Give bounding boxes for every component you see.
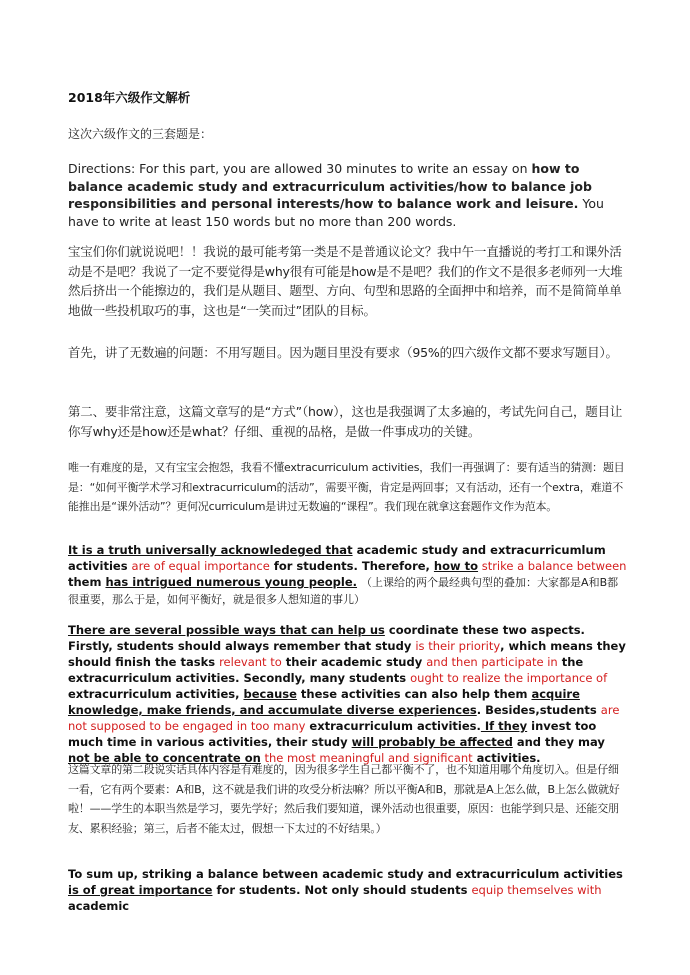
essay3-text-1: To sum up, striking a balance between academic study and extracurriculum activities (68, 867, 623, 881)
essay1-text-3: them (68, 575, 106, 589)
essay1-phrase-2: how to (433, 559, 479, 573)
essay2-phrase-2: because (243, 687, 297, 701)
essay2-phrase-3: acquire knowledge, make friends, and accumulate diverse experiences (68, 687, 580, 717)
essay2-highlight-3: and then participate in (426, 655, 558, 669)
essay2-text-1: coordinate these two aspects. Firstly, students should always remember that study (68, 623, 585, 653)
essay2-text-9: invest too much time in various activities, their study (68, 719, 597, 749)
intro-text: 这次六级作文的三套题是： (68, 127, 213, 141)
essay2-text-3: their academic study (281, 655, 427, 669)
essay2-highlight-2: relevant to (219, 655, 282, 669)
essay2-phrase-6: not be able to concentrate on (68, 751, 261, 765)
essay2-phrase-4: If they (480, 719, 528, 733)
commentary-paragraph-1: 宝宝们你们就说说吧！！我说的最可能考第一类是不是普通议论文？我中午一直播说的考打工和课外活动是不是吧？我说了一定不要觉得是why很有可能是how是不是吧？我们的作文不是很多老师列一大堆然后挤出一个能擦边的，我们是从题目、题型、方向、句型和思路的全面押中和培养，而不是简简单单地做一些投机取巧的事，这也是“一笑而过”团队的目标。 (68, 244, 623, 318)
essay1-text-1: academic study and extracurricumlum activities (68, 543, 606, 573)
essay2-text-2: , which means they should finish the tasks (68, 639, 626, 669)
essay-paragraph-1 (68, 542, 628, 608)
essay1-note: （上课给的两个最经典句型的叠加：大家都是A和B都很重要，那么于是，如何平衡好，就是很多人想知道的事儿） (68, 576, 619, 606)
essay1-highlight-2: strike a balance between (478, 559, 627, 573)
commentary-paragraph-4: 唯一有难度的是，又有宝宝会抱怨，我看不懂extracurriculum activities，我们一再强调了：要有适当的猜测：题目是：“如何平衡学术学习和extracurriculum的活动”，需要平衡，肯定是两回事；又有活动，还有一个extra，难道不能推出是“课外活动”？更何况curriculum是讲过无数遍的“课程”。我们现在就拿这套题作文作为范本。 (68, 461, 625, 513)
essay2-phrase-5: will probably be affected (351, 735, 513, 749)
directions-paragraph (68, 160, 628, 230)
essay3-text-3: academic (68, 899, 130, 913)
essay2-text-7: . Besides,students (476, 703, 601, 717)
essay2-phrase-1: There are several possible ways that can help us (68, 623, 385, 637)
essay2-text-5: extracurriculum activities, (68, 687, 244, 701)
essay3-phrase-1: is of great importance (68, 883, 213, 897)
essay2-highlight-5: are not supposed to be engaged in too many (68, 703, 620, 733)
essay2-text-11: activities. (472, 751, 541, 765)
essay2-highlight-4: ought to realize the importance of (410, 671, 608, 685)
essay1-phrase-1: It is a truth universally acknowledeged that (68, 543, 353, 557)
essay2-text-6: these activities can also help them (296, 687, 532, 701)
directions-topics: how to balance academic study and extracurriculum activities/how to balance job responsibilities and personal interests/how to balance work and leisure. (68, 161, 592, 211)
commentary-paragraph-3: 第二、要非常注意，这篇文章写的是“方式”（how），这也是我强调了太多遍的，考试先问自己，题目让你写why还是how还是what？仔细、重视的品格，是做一件事成功的关键。 (68, 404, 623, 439)
directions-lead: Directions: For this part, you are allowed 30 minutes to write an essay on (68, 161, 532, 176)
essay2-text-8: extracurriculum activities. (305, 719, 481, 733)
commentary-paragraph-2: 首先，讲了无数遍的问题：不用写题目。因为题目里没有要求（95%的四六级作文都不要求写题目）。 (68, 345, 618, 360)
essay3-text-2: for students. Not only should students (212, 883, 472, 897)
essay-paragraph-3 (68, 866, 628, 914)
essay2-text-10: and they may (512, 735, 605, 749)
essay2-highlight-1: is their priority (415, 639, 501, 653)
essay3-highlight-1: equip themselves with (471, 883, 602, 897)
directions-tail: You have to write at least 150 words but no more than 200 words. (68, 196, 604, 229)
essay1-text-2: for students. Therefore, (269, 559, 434, 573)
essay1-phrase-3: has intrigued numerous young people. (105, 575, 358, 589)
commentary-paragraph-5: 这篇文章的第二段说实话具体内容是有难度的，因为很多学生自己都平衡不了，也不知道用哪个角度切入。但是仔细一看，它有两个要素：A和B，这不就是我们讲的攻受分析法嘛？所以平衡A和B，那就是A上怎么做，B上怎么做就好啦！——学生的本职当然是学习，要先学好；然后我们要知道，课外活动也很重要，原因：也能学到只是、还能交朋友、累积经验；第三，后者不能太过，假想一下太过的不好结果。） (68, 763, 620, 835)
document-title: 2018年六级作文解析 (68, 90, 191, 105)
essay-paragraph-2 (68, 622, 628, 766)
essay2-highlight-6: the most meaningful and significant (260, 751, 473, 765)
essay2-text-4: the extracurriculum activities. Secondly, many students (68, 655, 584, 685)
essay1-highlight-1: are of equal importance (131, 559, 270, 573)
